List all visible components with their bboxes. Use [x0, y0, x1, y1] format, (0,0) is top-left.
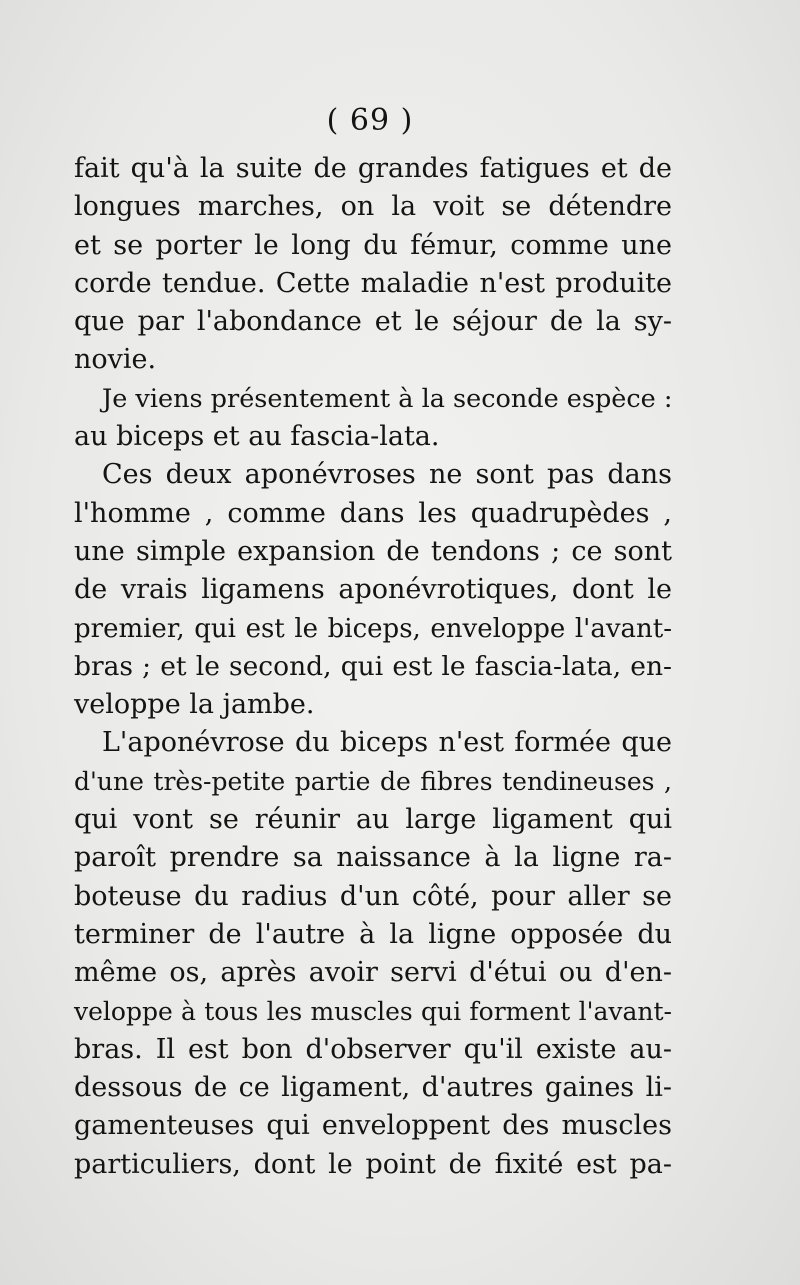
text-line: premier, qui est le biceps, enveloppe l'avant- — [74, 613, 672, 644]
text-line: et se porter le long du fémur, comme une — [74, 229, 672, 261]
text-line: particuliers, dont le point de fixité est pa- — [74, 1148, 672, 1180]
text-line: longues marches, on la voit se détendre — [74, 191, 672, 223]
text-line: d'une très-petite partie de fibres tendineuses , — [74, 766, 672, 796]
text-line: bras ; et le second, qui est le fascia-lata, en- — [74, 650, 672, 682]
page-number: ( 69 ) — [326, 103, 414, 138]
text-line: corde tendue. Cette maladie n'est produite — [74, 267, 672, 299]
text-line: paroît prendre sa naissance à la ligne ra- — [74, 842, 672, 874]
text-line: veloppe à tous les muscles qui forment l'avant- — [74, 996, 672, 1026]
text-line: une simple expansion de tendons ; ce sont — [74, 535, 672, 567]
body-text — [74, 150, 672, 1184]
text-line: bras. Il est bon d'observer qu'il existe au- — [74, 1033, 672, 1065]
text-line: veloppe la jambe. — [74, 689, 315, 721]
text-line: boteuse du radius d'un côté, pour aller se — [74, 880, 672, 912]
text-line: au biceps et au fascia-lata. — [74, 421, 440, 453]
text-line: qui vont se réunir au large ligament qui — [74, 804, 672, 836]
text-line: Ces deux aponévroses ne sont pas dans — [102, 459, 672, 491]
text-line: terminer de l'autre à la ligne opposée du — [74, 918, 672, 950]
text-line: l'homme , comme dans les quadrupèdes , — [74, 497, 672, 529]
text-line: Je viens présentement à la seconde espèce : — [102, 383, 673, 414]
text-line: fait qu'à la suite de grandes fatigues et de — [74, 153, 672, 184]
text-line: de vrais ligamens aponévrotiques, dont le — [74, 574, 672, 606]
text-line: même os, après avoir servi d'étui ou d'en- — [74, 957, 672, 989]
text-line: gamenteuses qui enveloppent des muscles — [74, 1110, 672, 1142]
text-line: L'aponévrose du biceps n'est formée que — [102, 727, 672, 759]
text-line: dessous de ce ligament, d'autres gaines li- — [74, 1072, 672, 1104]
text-line: que par l'abondance et le séjour de la sy- — [74, 306, 672, 338]
text-line: novie. — [74, 344, 157, 376]
